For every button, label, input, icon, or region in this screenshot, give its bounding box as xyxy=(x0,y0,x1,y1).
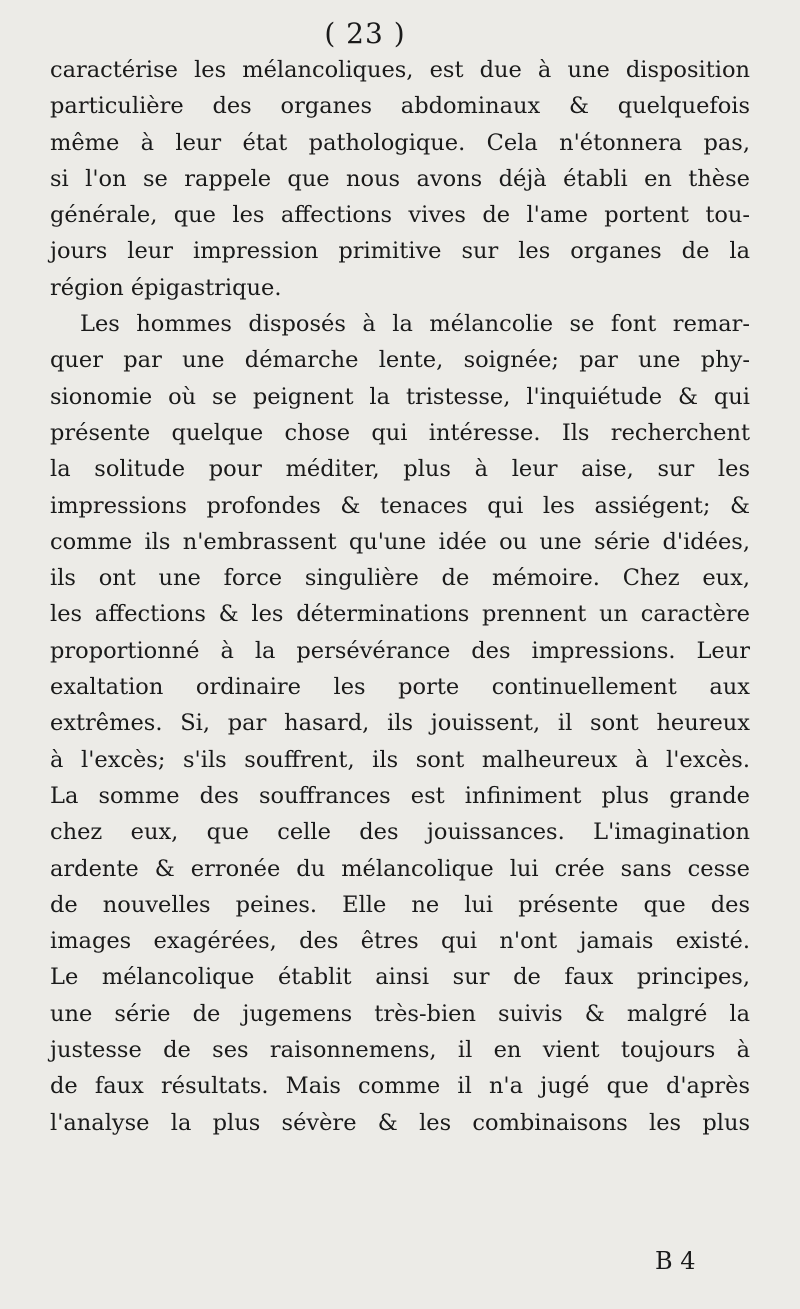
text-line: proportionné à la persévérance des impressions. Leur xyxy=(50,637,750,664)
text-line: ils ont une force singulière de mémoire. Chez eux, xyxy=(50,565,750,592)
text-line: quer par une démarche lente, soignée; par une phy- xyxy=(50,347,750,374)
text-line: les affections & les déterminations prennent un caractère xyxy=(50,601,750,628)
text-line: ardente & erronée du mélancolique lui crée sans cesse xyxy=(50,855,750,882)
text-line: justesse de ses raisonnemens, il en vient toujours à xyxy=(50,1037,750,1064)
text-line: de faux résultats. Mais comme il n'a jugé que d'après xyxy=(50,1073,750,1100)
text-line: région épigastrique. xyxy=(50,274,282,301)
text-line: Les hommes disposés à la mélancolie se font remar- xyxy=(80,311,750,338)
text-line: générale, que les affections vives de l'ame portent tou- xyxy=(50,202,750,229)
signature-mark: B 4 xyxy=(655,1247,696,1275)
text-line: impressions profondes & tenaces qui les assiégent; & xyxy=(50,492,750,519)
text-line: sionomie où se peignent la tristesse, l'inquiétude & qui xyxy=(50,383,750,410)
text-line: présente quelque chose qui intéresse. Ils recherchent xyxy=(50,419,750,446)
text-line: La somme des souffrances est infiniment plus grande xyxy=(50,782,750,809)
text-line: Le mélancolique établit ainsi sur de faux principes, xyxy=(50,964,750,991)
text-line: la solitude pour méditer, plus à leur aise, sur les xyxy=(50,456,750,483)
text-line: extrêmes. Si, par hasard, ils jouissent, il sont heureux xyxy=(50,710,750,737)
text-line: si l'on se rappele que nous avons déjà établi en thèse xyxy=(50,165,750,192)
text-line: même à leur état pathologique. Cela n'étonnera pas, xyxy=(50,129,750,156)
text-line: particulière des organes abdominaux & quelquefois xyxy=(50,93,750,120)
text-line: jours leur impression primitive sur les organes de la xyxy=(50,238,750,265)
text-line: images exagérées, des êtres qui n'ont jamais existé. xyxy=(50,928,750,955)
text-line: exaltation ordinaire les porte continuellement aux xyxy=(50,674,750,701)
text-line: une série de jugemens très-bien suivis & malgré la xyxy=(50,1000,750,1027)
page-number: ( 23 ) xyxy=(324,17,406,50)
text-line: chez eux, que celle des jouissances. L'imagination xyxy=(50,819,750,846)
text-line: à l'excès; s'ils souffrent, ils sont malheureux à l'excès. xyxy=(50,746,750,773)
text-line: caractérise les mélancoliques, est due à une disposition xyxy=(50,57,750,83)
text-line: de nouvelles peines. Elle ne lui présente que des xyxy=(50,891,750,918)
text-line: l'analyse la plus sévère & les combinaisons les plus xyxy=(50,1109,750,1136)
body-text xyxy=(50,52,750,1141)
text-line: comme ils n'embrassent qu'une idée ou une série d'idées, xyxy=(50,528,750,555)
